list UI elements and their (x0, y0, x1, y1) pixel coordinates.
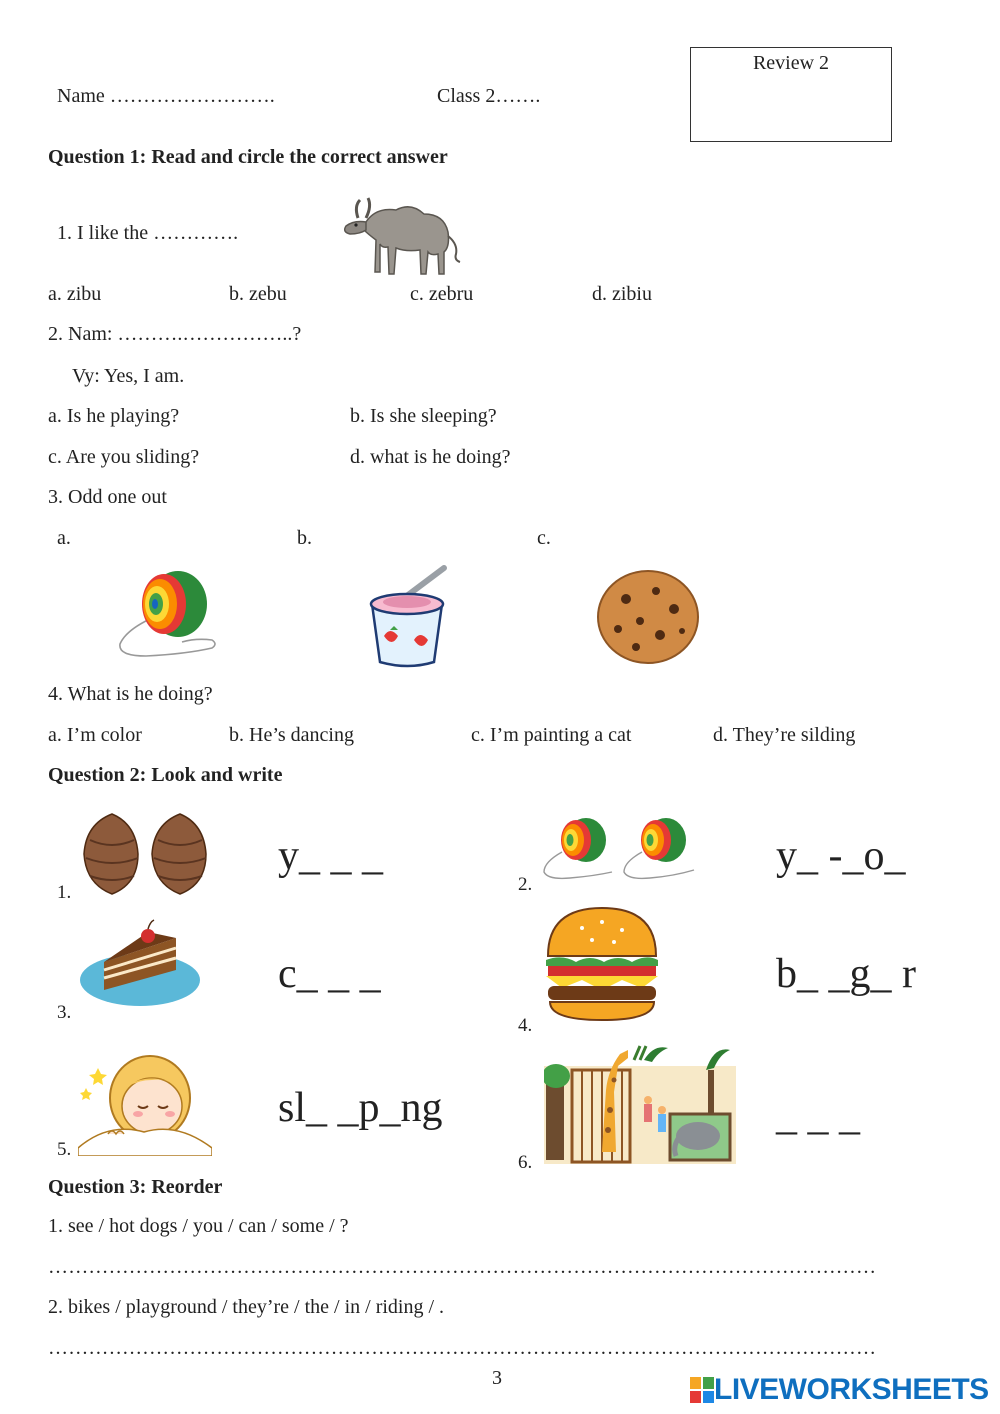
q1-item4-option-b[interactable]: b. He’s dancing (229, 724, 354, 746)
q2-item3-number: 3. (57, 1002, 72, 1023)
burger-icon (542, 904, 662, 1024)
q2-item6-number: 6. (518, 1152, 533, 1173)
q3-item2-prompt: 2. bikes / playground / they’re / the / in / riding / . (48, 1296, 445, 1318)
review-title: Review 2 (752, 52, 830, 74)
zoo-icon (544, 1040, 736, 1164)
q2-item4-blank[interactable]: b_ _g_ r (776, 951, 916, 997)
q2-item3-blank[interactable]: c_ _ _ (278, 951, 381, 997)
q2-item6-blank[interactable]: _ _ _ (776, 1093, 860, 1139)
q1-item2-reply: Vy: Yes, I am. (72, 365, 185, 387)
class-field-label: Class 2……. (437, 85, 541, 107)
q1-item3-option-c[interactable]: c. (537, 527, 551, 549)
q1-item3-option-b[interactable]: b. (297, 527, 312, 549)
yogurt-icon (364, 564, 456, 670)
page-number: 3 (492, 1367, 502, 1389)
q1-item1-option-c[interactable]: c. zebru (410, 283, 474, 305)
question-3-heading: Question 3: Reorder (48, 1176, 223, 1198)
cake-icon (78, 918, 202, 1008)
q2-item2-number: 2. (518, 874, 533, 895)
q1-item2-option-a[interactable]: a. Is he playing? (48, 405, 180, 427)
q1-item4-stem: 4. What is he doing? (48, 683, 213, 705)
q1-item4-option-a[interactable]: a. I’m color (48, 724, 142, 746)
yam-icon (78, 810, 212, 896)
q1-item4-option-c[interactable]: c. I’m painting a cat (471, 724, 632, 746)
q3-item1-prompt: 1. see / hot dogs / you / can / some / ? (48, 1215, 349, 1237)
question-2-heading: Question 2: Look and write (48, 764, 283, 786)
liveworksheets-brand: LIVEWORKSHEETS (714, 1373, 989, 1406)
yoyo-icon (116, 568, 220, 662)
review-box (690, 47, 892, 142)
zebu-icon (336, 192, 464, 280)
q1-item3-stem: 3. Odd one out (48, 486, 167, 508)
q1-item2-option-c[interactable]: c. Are you sliding? (48, 446, 200, 468)
q1-item3-option-a[interactable]: a. (57, 527, 71, 549)
q1-item2-stem: 2. Nam: ……….……………..? (48, 323, 302, 345)
q2-item2-blank[interactable]: y_ -_o_ (776, 833, 906, 879)
yoyo-pair-icon (540, 816, 698, 886)
q2-item1-number: 1. (57, 882, 72, 903)
name-field-label: Name ……………………. (57, 85, 275, 107)
q1-item1-option-a[interactable]: a. zibu (48, 283, 102, 305)
liveworksheets-logo (690, 1372, 989, 1408)
cookie-icon (596, 569, 700, 665)
liveworksheets-mark-icon (690, 1377, 714, 1403)
q2-item4-number: 4. (518, 1015, 533, 1036)
q1-item1-stem: 1. I like the …………. (57, 222, 239, 244)
q2-item1-blank[interactable]: y_ _ _ (278, 833, 383, 879)
sleeping-girl-icon (78, 1048, 212, 1156)
q1-item1-option-d[interactable]: d. zibiu (592, 283, 652, 305)
q1-item4-option-d[interactable]: d. They’re silding (713, 724, 856, 746)
q3-item1-answer-line[interactable]: …………………………………………………………………………………………………………… (48, 1256, 877, 1278)
q2-item5-blank[interactable]: sl_ _p_ng (278, 1085, 443, 1131)
q2-item5-number: 5. (57, 1139, 72, 1160)
q1-item2-option-b[interactable]: b. Is she sleeping? (350, 405, 497, 427)
q1-item1-option-b[interactable]: b. zebu (229, 283, 287, 305)
question-1-heading: Question 1: Read and circle the correct answer (48, 146, 448, 168)
q3-item2-answer-line[interactable]: …………………………………………………………………………………………………………… (48, 1337, 877, 1359)
q1-item2-option-d[interactable]: d. what is he doing? (350, 446, 511, 468)
